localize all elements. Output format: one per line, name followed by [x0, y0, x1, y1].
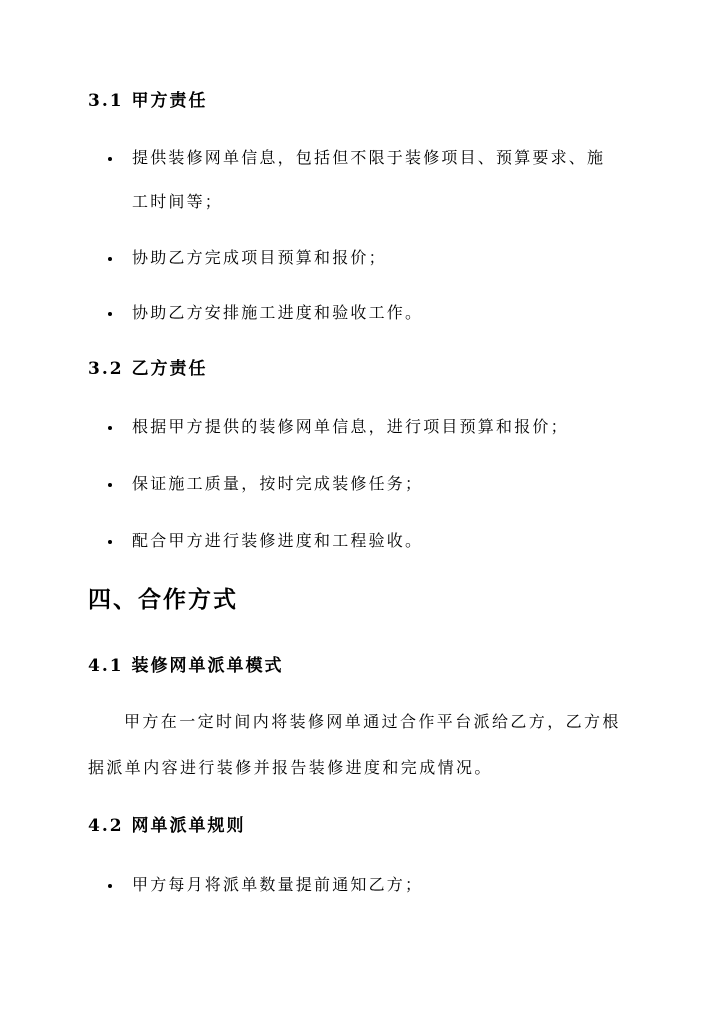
section-3-1-heading: 3.1 甲方责任: [88, 91, 208, 111]
list-item-text: 提供装修网单信息，包括但不限于装修项目、预算要求、施: [132, 148, 606, 167]
bullet-dot: [108, 540, 112, 544]
list-item-text: 协助乙方安排施工进度和验收工作。: [132, 303, 424, 322]
bullet-dot: [108, 426, 112, 430]
bullet-dot: [108, 483, 112, 487]
section-4-1-heading: 4.1 装修网单派单模式: [88, 656, 284, 676]
paragraph-line: 甲方在一定时间内将装修网单通过合作平台派给乙方，乙方根: [124, 712, 621, 731]
list-item-text: 甲方每月将派单数量提前通知乙方；: [132, 875, 424, 894]
list-item-text: 根据甲方提供的装修网单信息，进行项目预算和报价；: [132, 417, 569, 436]
list-item-text: 协助乙方完成项目预算和报价；: [132, 248, 387, 267]
paragraph-line: 据派单内容进行装修并报告装修进度和完成情况。: [88, 758, 493, 777]
bullet-dot: [108, 157, 112, 161]
list-item-continuation: 工时间等；: [132, 192, 224, 211]
section-4-2-heading: 4.2 网单派单规则: [88, 816, 246, 836]
section-4-heading: 四、合作方式: [88, 586, 238, 613]
section-3-2-heading: 3.2 乙方责任: [88, 359, 208, 379]
bullet-dot: [108, 257, 112, 261]
list-item-text: 配合甲方进行装修进度和工程验收。: [132, 531, 424, 550]
bullet-dot: [108, 312, 112, 316]
bullet-dot: [108, 884, 112, 888]
list-item-text: 保证施工质量，按时完成装修任务；: [132, 474, 424, 493]
